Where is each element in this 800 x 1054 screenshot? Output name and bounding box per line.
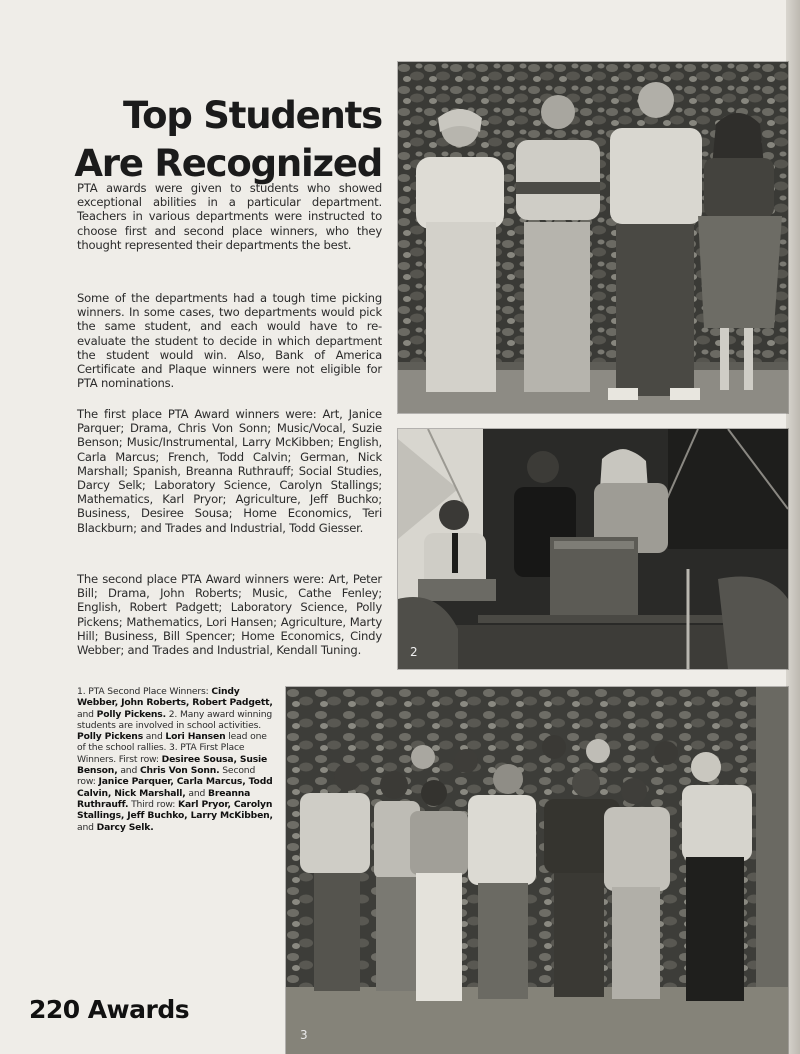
caption-names: Polly Pickens — [77, 731, 144, 743]
photo-3-number: 3 — [300, 1028, 308, 1042]
photo-second-place-winners — [398, 62, 788, 413]
caption-text: lead one of the school rallies. 3. PTA First Place Winners. First row: — [77, 731, 267, 765]
caption-text: and — [77, 708, 97, 720]
headline-line-1: Top Students — [122, 94, 382, 137]
caption-names: Darcy Selk. — [96, 821, 154, 833]
caption-text: 2. Many award winning students are involved in school activities. — [77, 708, 273, 731]
photo-2-number: 2 — [410, 645, 418, 659]
caption-text: and — [143, 731, 166, 743]
body-paragraph-1: PTA awards were given to students who showed exceptional abilities in a particular department. Teachers in various departments were instructed to choose first and second place winners, who they thought represented their departments the best. — [77, 181, 382, 252]
caption-text: Second row: — [77, 765, 256, 788]
page-footer — [29, 995, 189, 1024]
photo-first-place-winners-image — [286, 687, 788, 1054]
body-paragraph-4: The second place PTA Award winners were: Art, Peter Bill; Drama, John Roberts; Music, Cathe Fenley; English, Robert Padgett; Laboratory Science, Polly Pickens; Mathematics, Lori Hansen; Agriculture, Marty Hill; Business, Bill Spencer; Home Economics, Cindy Webber; and Trades and Industrial, Kendall Tuning. — [77, 572, 382, 658]
caption-names: Desiree Sousa, Susie Benson, — [77, 753, 268, 777]
page-number: 220 — [29, 995, 80, 1024]
caption-names: Breanna Ruthrauff. — [77, 787, 251, 810]
photo-school-rally-image — [398, 429, 788, 669]
caption-text: 1. PTA Second Place Winners: — [77, 686, 212, 697]
section-title: Awards — [87, 995, 190, 1024]
caption-text: and — [77, 821, 97, 833]
caption-text: and — [117, 765, 140, 777]
caption-text: and — [185, 787, 209, 799]
caption-names: Cindy Webber, John Roberts, Robert Padgett, — [77, 686, 273, 709]
caption-text: Third row: — [128, 798, 179, 810]
caption-names: Karl Pryor, Carolyn Stallings, Jeff Buchko, Larry McKibben, — [77, 798, 273, 822]
body-paragraph-2: Some of the departments had a tough time picking winners. In some cases, two departments would pick the same student, and each would have to re-evaluate the student to decide in which department the student would win. Also, Bank of America Certificate and Plaque winners were not eligible for PTA nominations. — [77, 291, 382, 391]
caption-names: Polly Pickens. — [96, 708, 166, 720]
photo-school-rally — [398, 429, 788, 669]
photo-caption — [77, 686, 274, 833]
headline-line-2: Are Recognized — [74, 142, 382, 185]
caption-names: Janice Parquer, Carla Marcus, Todd Calvin, Nick Marshall, — [77, 776, 273, 799]
body-paragraph-3: The first place PTA Award winners were: Art, Janice Parquer; Drama, Chris Von Sonn; Music/Vocal, Suzie Benson; Music/Instrumental, Larry McKibben; English, Carla Marcus; French, Todd Calvin; German, Nick Marshall; Spanish, Breanna Ruthrauff; Social Studies, Darcy Selk; Laboratory Science, Carolyn Stallings; Mathematics, Karl Pryor; Agriculture, Jeff Buchko; Business, Desiree Sousa; Home Economics, Teri Blackburn; and Trades and Industrial, Todd Giesser. — [77, 407, 382, 535]
photo-second-place-winners-image — [398, 62, 788, 413]
caption-names: Chris Von Sonn. — [139, 765, 220, 777]
caption-names: Lori Hansen — [165, 731, 226, 743]
page-edge — [786, 0, 800, 1054]
photo-first-place-winners — [286, 687, 788, 1054]
headline — [70, 92, 382, 188]
